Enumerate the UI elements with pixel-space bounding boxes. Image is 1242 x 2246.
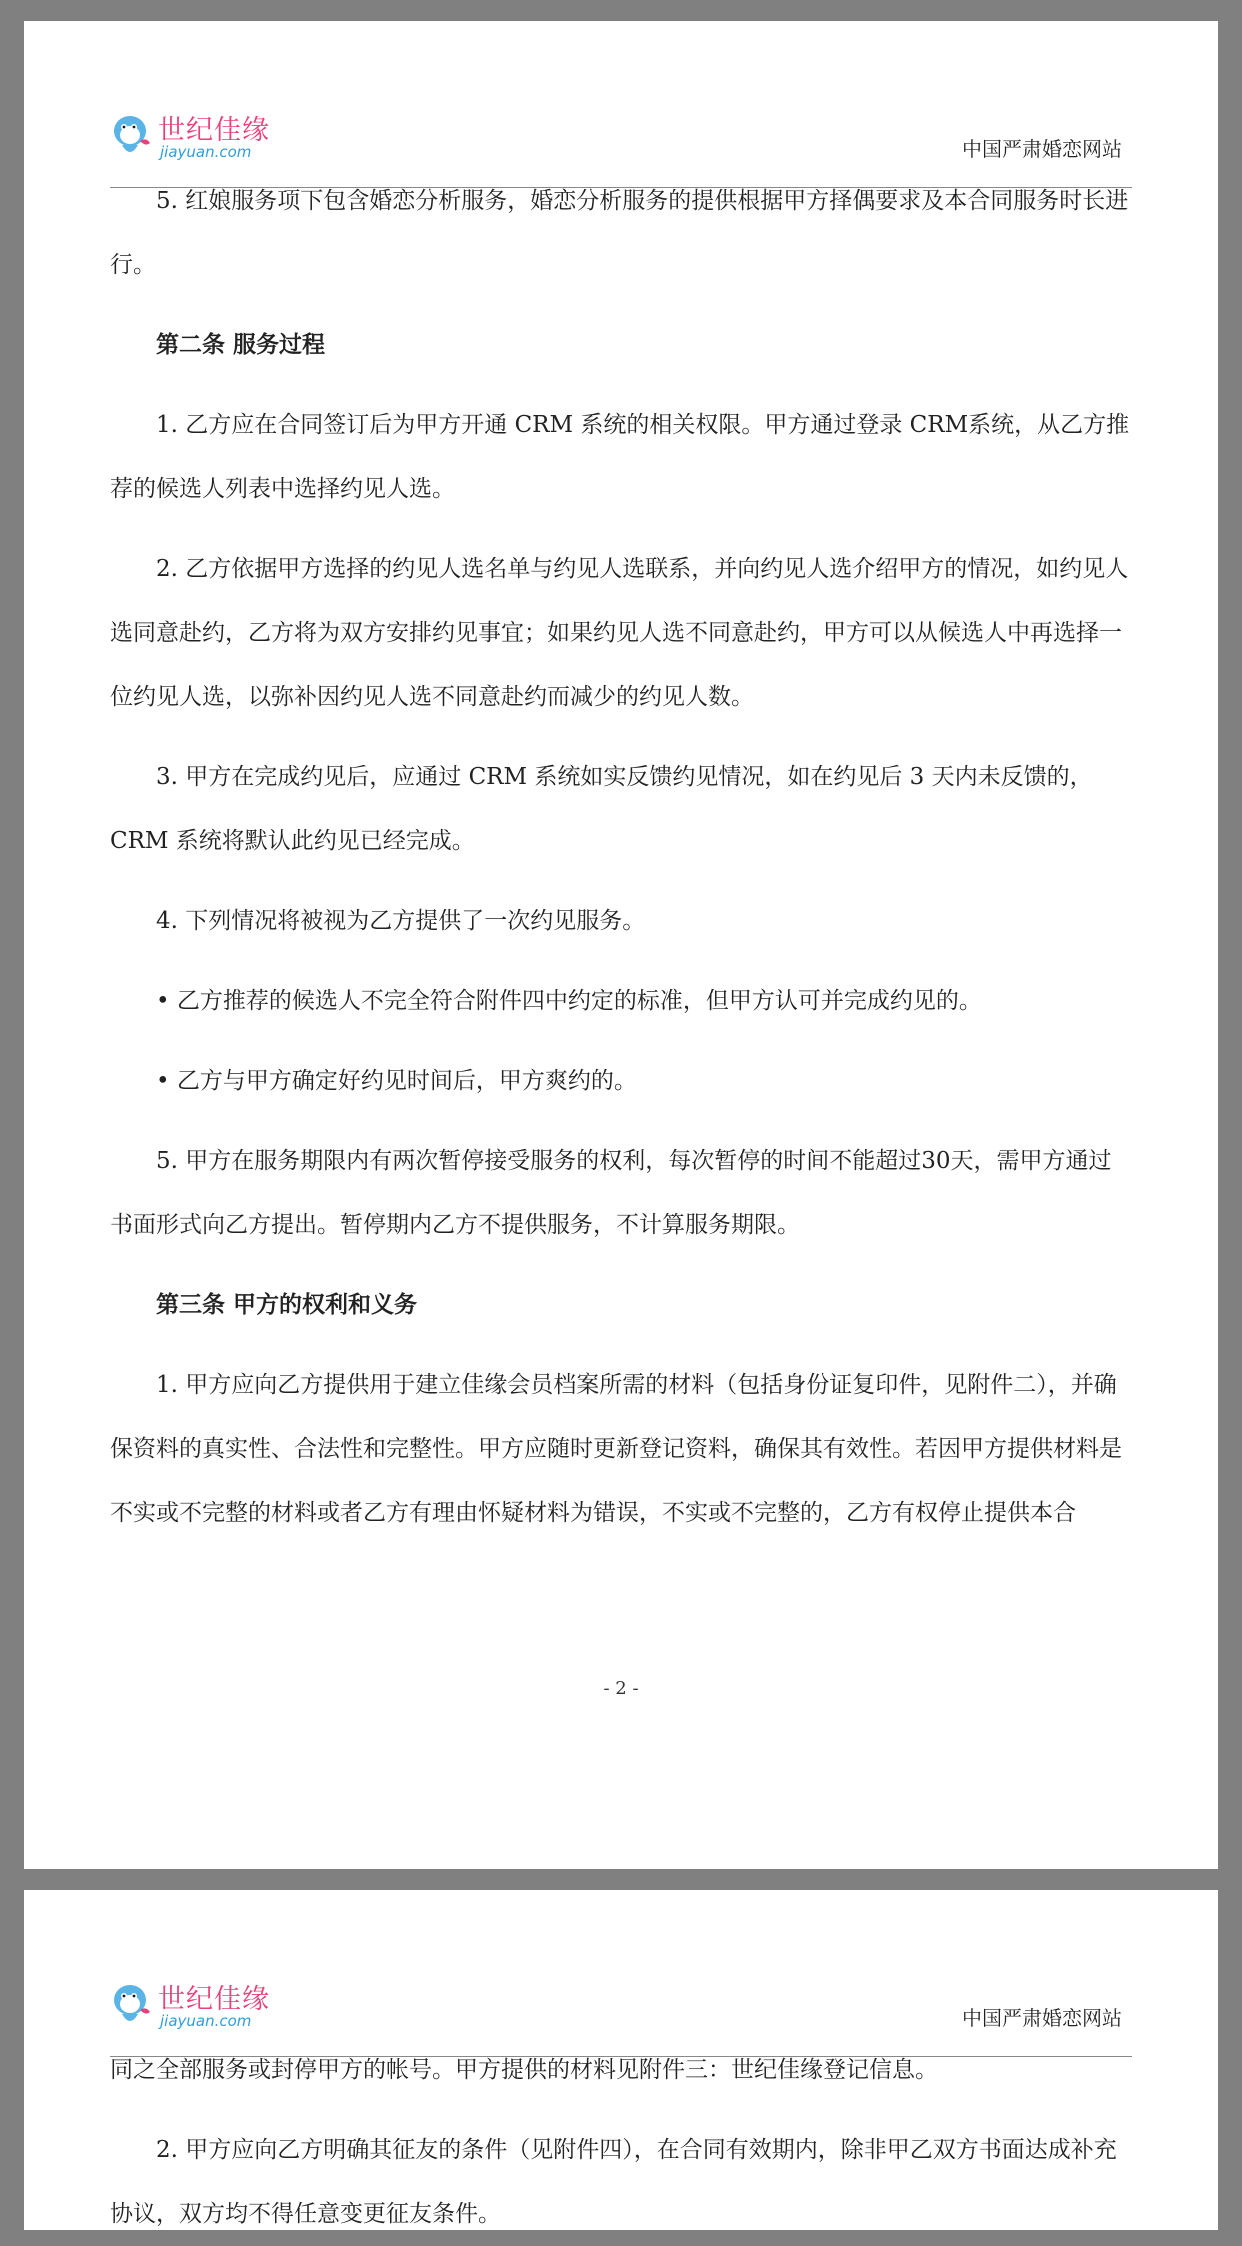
page-body xyxy=(110,169,1132,1545)
section-heading: 第三条 甲方的权利和义务 xyxy=(156,1292,418,1318)
jiayuan-logo xyxy=(110,111,270,161)
logo-chinese-text: 世纪佳缘 xyxy=(158,1984,270,2015)
page-number: - 2 - xyxy=(603,1678,639,1699)
site-tagline: 中国严肃婚恋网站 xyxy=(962,2006,1122,2030)
paragraph: 5. 甲方在服务期限内有两次暂停接受服务的权利，每次暂停的时间不能超过30天，需甲方通过书面形式向乙方提出。暂停期内乙方不提供服务，不计算服务期限。 xyxy=(110,1148,1112,1238)
logo-chinese-text: 世纪佳缘 xyxy=(158,115,270,146)
bullet-item: • 乙方与甲方确定好约见时间后，甲方爽约的。 xyxy=(156,1068,637,1094)
section-heading: 第二条 服务过程 xyxy=(156,332,326,358)
logo-english-text: jiayuan.com xyxy=(160,143,252,161)
logo-english-text: jiayuan.com xyxy=(160,2012,252,2030)
mascot-icon xyxy=(110,111,156,161)
mascot-icon xyxy=(110,1980,156,2030)
document-page-1 xyxy=(24,21,1218,1869)
paragraph: 1. 甲方应向乙方提供用于建立佳缘会员档案所需的材料（包括身份证复印件，见附件二），并确保资料的真实性、合法性和完整性。甲方应随时更新登记资料，确保其有效性。若因甲方提供材料是不实或不完整的材料或者乙方有理由怀疑材料为错误，不实或不完整的，乙方有权停止提供本合 xyxy=(110,1372,1122,1526)
paragraph: 5. 红娘服务项下包含婚恋分析服务，婚恋分析服务的提供根据甲方择偶要求及本合同服务时长进行。 xyxy=(110,188,1129,278)
paragraph: 4. 下列情况将被视为乙方提供了一次约见服务。 xyxy=(156,908,646,934)
paragraph: 2. 乙方依据甲方选择的约见人选名单与约见人选联系，并向约见人选介绍甲方的情况，如约见人选同意赴约，乙方将为双方安排约见事宜；如果约见人选不同意赴约，甲方可以从候选人中再选择一位约见人选，以弥补因约见人选不同意赴约而减少的约见人数。 xyxy=(110,556,1129,710)
jiayuan-logo xyxy=(110,1980,270,2030)
page-body xyxy=(110,2038,1132,2246)
bullet-item: • 乙方推荐的候选人不完全符合附件四中约定的标准，但甲方认可并完成约见的。 xyxy=(156,988,982,1014)
site-tagline: 中国严肃婚恋网站 xyxy=(962,137,1122,161)
paragraph: 同之全部服务或封停甲方的帐号。甲方提供的材料见附件三：世纪佳缘登记信息。 xyxy=(110,2057,938,2083)
document-page-2 xyxy=(24,1890,1218,2230)
paragraph: 2. 甲方应向乙方明确其征友的条件（见附件四），在合同有效期内，除非甲乙双方书面达成补充协议，双方均不得任意变更征友条件。 xyxy=(110,2137,1117,2227)
paragraph: 3. 甲方在完成约见后，应通过 CRM 系统如实反馈约见情况，如在约见后 3 天内未反馈的，CRM 系统将默认此约见已经完成。 xyxy=(110,764,1093,854)
paragraph: 1. 乙方应在合同签订后为甲方开通 CRM 系统的相关权限。甲方通过登录 CRM系统，从乙方推荐的候选人列表中选择约见人选。 xyxy=(110,412,1130,502)
